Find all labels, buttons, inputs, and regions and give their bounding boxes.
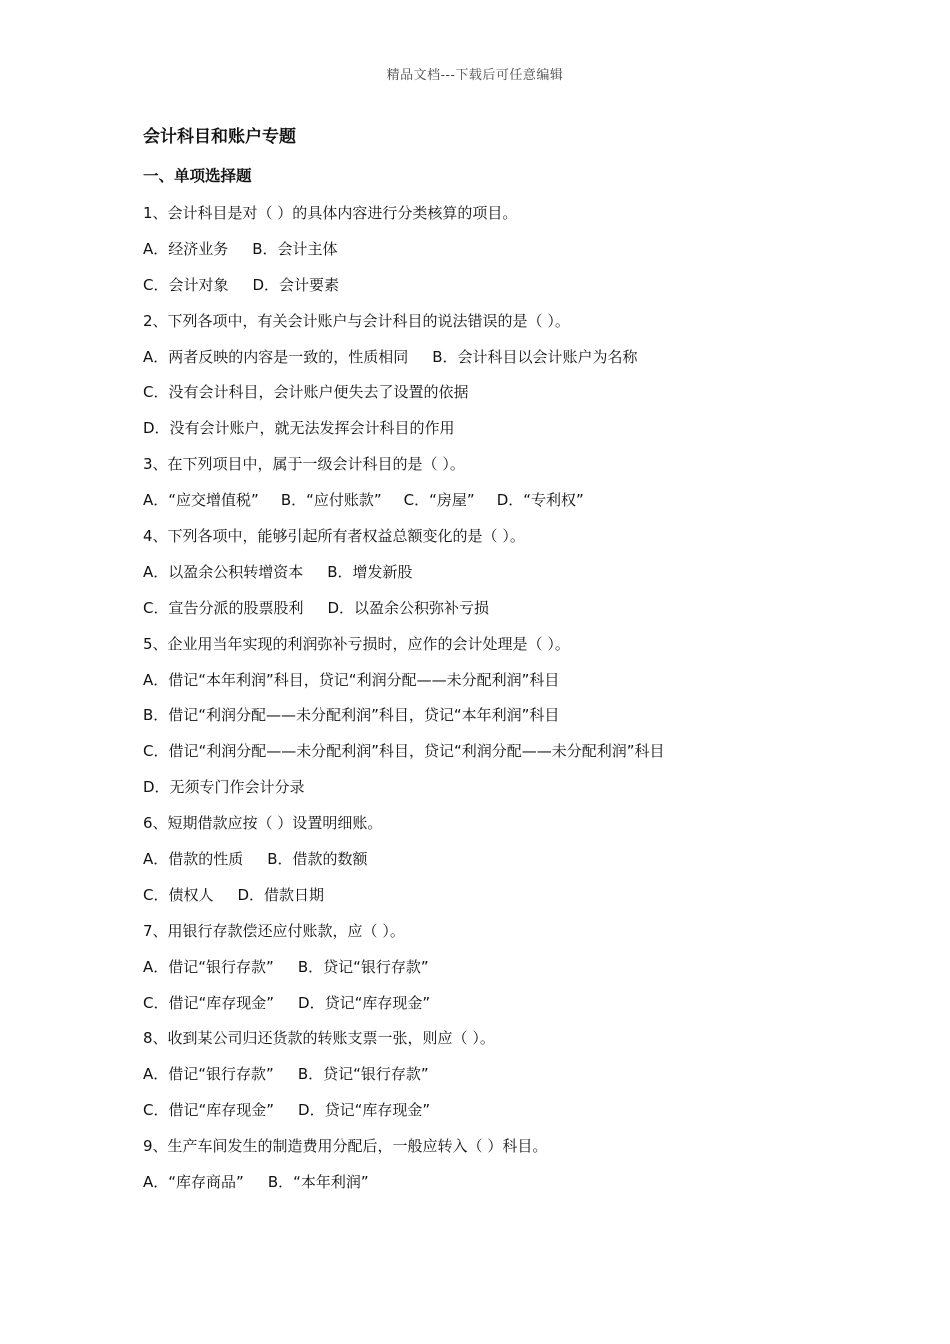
- option-line: [143, 268, 823, 304]
- question-stem: 2、下列各项中，有关会计账户与会计科目的说法错误的是（ ）。: [143, 311, 570, 330]
- answer-option: C．借记“库存现金”: [143, 993, 275, 1012]
- option-line: [143, 1057, 823, 1093]
- document-body: [143, 122, 823, 1201]
- question-stem: 7、用银行存款偿还应付账款，应（ ）。: [143, 921, 405, 940]
- answer-option: C．会计对象: [143, 275, 229, 294]
- option-line: [143, 232, 823, 268]
- answer-option: A．借记“银行存款”: [143, 957, 274, 976]
- answer-option: D．借款日期: [237, 885, 325, 904]
- answer-option: D．“专利权”: [496, 491, 584, 510]
- answer-option: B．借款的数额: [267, 850, 368, 869]
- option-line: [143, 770, 823, 806]
- option-line: [143, 340, 823, 376]
- answer-option: B．增发新股: [327, 562, 413, 581]
- page-header: 精品文档---下载后可任意编辑: [386, 68, 564, 83]
- option-line: [143, 663, 823, 699]
- answer-option: D．无须专门作会计分录: [143, 778, 305, 797]
- answer-option: B．会计科目以会计账户为名称: [432, 347, 638, 366]
- answer-option: D．贷记“库存现金”: [298, 993, 431, 1012]
- answer-option: A．“库存商品”: [143, 1173, 244, 1192]
- answer-option: A．借记“银行存款”: [143, 1065, 274, 1084]
- question-list: [143, 196, 823, 1201]
- answer-option: C．债权人: [143, 885, 214, 904]
- answer-option: D．贷记“库存现金”: [298, 1101, 431, 1120]
- question-stem: 1、会计科目是对（ ）的具体内容进行分类核算的项目。: [143, 204, 518, 222]
- answer-option: C．“房屋”: [403, 491, 475, 510]
- question-stem: 3、在下列项目中，属于一级会计科目的是（ ）。: [143, 455, 465, 474]
- answer-option: B．“应付账款”: [280, 491, 382, 510]
- answer-option: D．会计要素: [252, 275, 340, 294]
- answer-option: B．“本年利润”: [267, 1173, 369, 1192]
- option-line: [143, 375, 823, 411]
- option-line: [143, 986, 823, 1022]
- option-line: [143, 734, 823, 770]
- option-line: [143, 591, 823, 627]
- answer-option: C．借记“库存现金”: [143, 1101, 275, 1120]
- question-stem: 9、生产车间发生的制造费用分配后，一般应转入（ ）科目。: [143, 1137, 548, 1156]
- option-line: [143, 842, 823, 878]
- answer-option: D．没有会计账户，就无法发挥会计科目的作用: [143, 419, 455, 438]
- document-title: 会计科目和账户专题: [143, 127, 296, 147]
- option-line: [143, 411, 823, 447]
- answer-option: B．贷记“银行存款”: [297, 957, 429, 976]
- option-line: [143, 950, 823, 986]
- answer-option: D．以盈余公积弥补亏损: [327, 598, 490, 617]
- answer-option: A．两者反映的内容是一致的，性质相同: [143, 347, 409, 366]
- option-line: [143, 698, 823, 734]
- answer-option: C．没有会计科目，会计账户便失去了设置的依据: [143, 383, 469, 402]
- answer-option: B．借记“利润分配——未分配利润”科目，贷记“本年利润”科目: [143, 706, 560, 725]
- question-stem: 4、下列各项中，能够引起所有者权益总额变化的是（ ）。: [143, 527, 525, 546]
- answer-option: B．贷记“银行存款”: [297, 1065, 429, 1084]
- answer-option: A．以盈余公积转增资本: [143, 562, 304, 581]
- option-line: [143, 1093, 823, 1129]
- answer-option: B．会计主体: [252, 239, 338, 258]
- answer-option: A．借记“本年利润”科目，贷记“利润分配——未分配利润”科目: [143, 670, 560, 689]
- question-stem: 5、企业用当年实现的利润弥补亏损时，应作的会计处理是（ ）。: [143, 634, 570, 653]
- option-line: [143, 1165, 823, 1201]
- answer-option: C．宣告分派的股票股利: [143, 598, 304, 617]
- question-stem: 8、收到某公司归还货款的转账支票一张，则应（ ）。: [143, 1029, 495, 1048]
- answer-option: A．“应交增值税”: [143, 491, 259, 510]
- option-line: [143, 555, 823, 591]
- answer-option: A．借款的性质: [143, 850, 244, 869]
- section-title: 一、单项选择题: [143, 167, 252, 185]
- question-stem: 6、短期借款应按（ ）设置明细账。: [143, 814, 383, 833]
- option-line: [143, 878, 823, 914]
- answer-option: A．经济业务: [143, 239, 229, 258]
- option-line: [143, 483, 823, 519]
- answer-option: C．借记“利润分配——未分配利润”科目，贷记“利润分配——未分配利润”科目: [143, 742, 665, 761]
